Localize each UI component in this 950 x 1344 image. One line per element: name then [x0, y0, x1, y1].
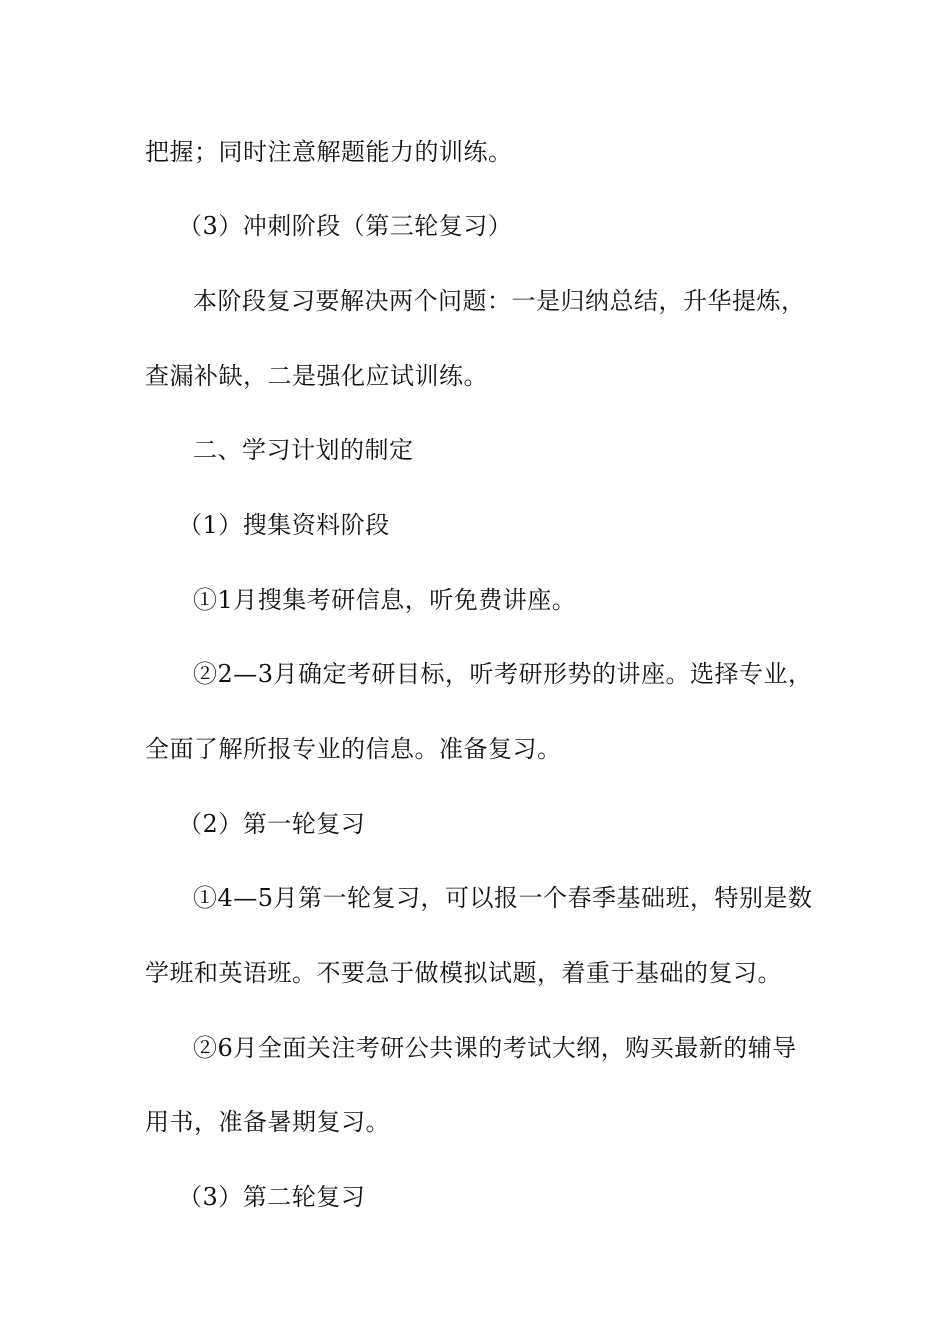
body-text-line: 用书，准备暑期复习。 — [145, 1108, 390, 1136]
body-text-line: 学班和英语班。不要急于做模拟试题，着重于基础的复习。 — [145, 959, 782, 987]
body-text-line: 全面了解所报专业的信息。准备复习。 — [145, 735, 562, 763]
subsection-heading: （2）第一轮复习 — [178, 810, 366, 838]
subsection-heading: （1）搜集资料阶段 — [178, 511, 390, 539]
list-item: ①4—5月第一轮复习，可以报一个春季基础班，特别是数 — [193, 884, 813, 912]
list-item: ②2—3月确定考研目标，听考研形势的讲座。选择专业， — [193, 660, 813, 688]
subsection-heading: （3）第二轮复习 — [178, 1183, 366, 1211]
body-text-line: 把握；同时注意解题能力的训练。 — [145, 138, 513, 166]
list-item: ②6月全面关注考研公共课的考试大纲，购买最新的辅导 — [193, 1034, 797, 1062]
list-item: ①1月搜集考研信息，听免费讲座。 — [193, 586, 577, 614]
body-text-line: 本阶段复习要解决两个问题：一是归纳总结，升华提炼， — [193, 287, 806, 315]
section-heading: 二、学习计划的制定 — [193, 436, 414, 464]
subsection-heading: （3）冲刺阶段（第三轮复习） — [178, 212, 513, 240]
body-text-line: 查漏补缺，二是强化应试训练。 — [145, 362, 488, 390]
